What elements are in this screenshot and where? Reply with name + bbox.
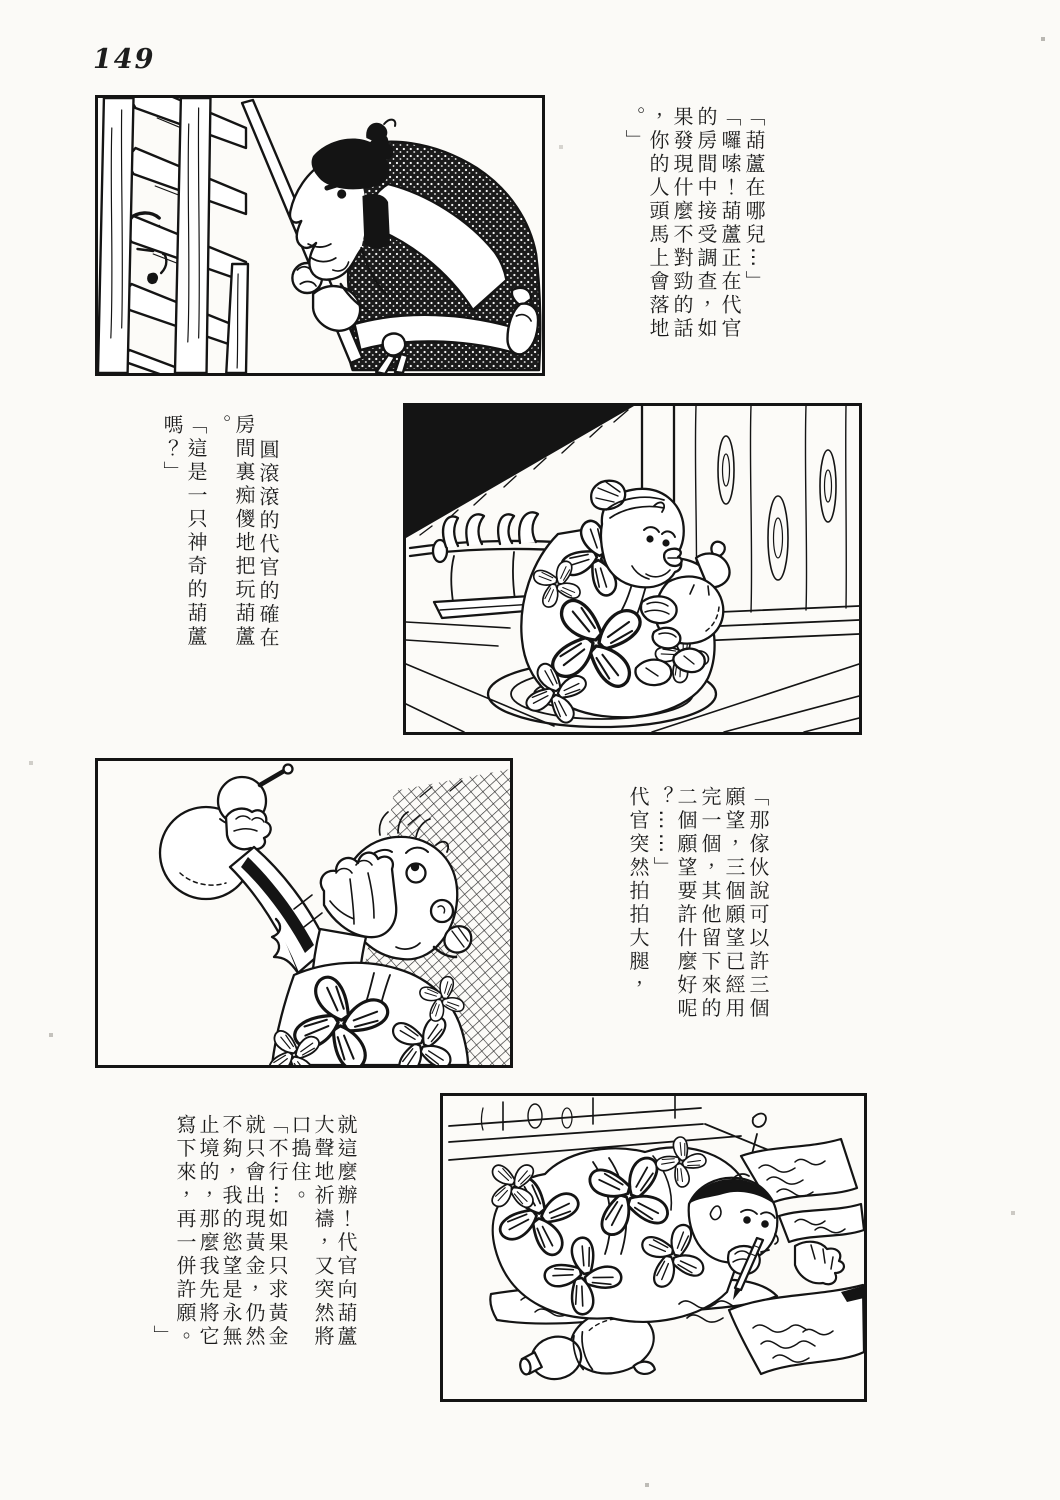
dialog-column: 完一個，其他留下來的 [698,786,722,1021]
dialog-column: 。 [208,414,232,438]
panel-1-artwork [98,98,542,373]
panel-4-artwork [443,1096,864,1399]
dialog-column: 「那傢伙說可以許三個 [746,786,770,1021]
page-number: 149 [93,44,156,75]
dialog-column: 止境的，那麼我先將它 [196,1114,220,1349]
dialog-column: 「囉嗦！葫蘆正在代官 [718,106,742,341]
panel-2-artwork [406,406,859,732]
dialog-column: 。」 [622,106,646,153]
dialog-text-4 [150,1114,357,1414]
dialog-column: 就只會出現黃金，仍然 [242,1114,266,1349]
comic-panel-2 [403,403,862,735]
dialog-text-2 [160,414,280,704]
comic-panel-1 [95,95,545,376]
panel-3-artwork [98,761,510,1065]
dialog-text-3 [626,786,770,1036]
dialog-column: 果發現什麼不對勁的話 [670,106,694,341]
dialog-column: 就這麼辦！代官向葫蘆 [334,1114,358,1349]
comic-panel-3 [95,758,513,1068]
dialog-column: 代官突然拍拍大腿， [626,786,650,998]
dialog-column: 二個願望要許什麼好呢 [674,786,698,1021]
dialog-column: 大聲地祈禱，又突然將 [311,1114,335,1349]
scan-specks [0,0,2,2]
dialog-column: ？⋯⋯」 [650,786,674,880]
dialog-column: 「不行⋯如果只求黃金 [265,1114,289,1349]
dialog-column: 「這是一只神奇的葫蘆 [184,414,208,649]
dialog-column: 嗎？」 [160,414,184,485]
dialog-column: 願望，三個願望已經用 [722,786,746,1021]
dialog-column: 不夠，我的慾望是永無 [219,1114,243,1349]
dialog-column: 口搗住。 [288,1114,312,1208]
dialog-column: ，你的人頭馬上會落地 [646,106,670,341]
dialog-column: 」 [150,1325,174,1349]
comic-panel-4 [440,1093,867,1402]
dialog-column: 寫下來，再一併許願。 [173,1114,197,1349]
dialog-column: 房間裏痴儍地把玩葫蘆 [232,414,256,649]
dialog-text-1 [622,106,766,376]
dialog-column: 「葫蘆在哪兒⋯」 [742,106,766,294]
dialog-column: 的房間中接受調查，如 [694,106,718,341]
dialog-column: 圓滾滾的代官的確在 [256,439,280,651]
